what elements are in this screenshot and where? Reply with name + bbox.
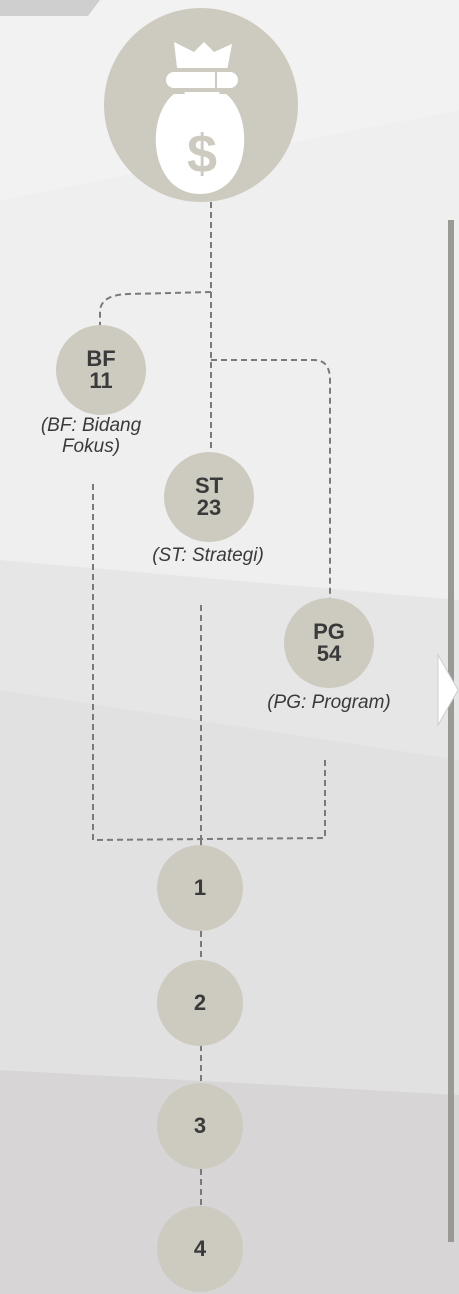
node-st-code: ST <box>194 473 224 498</box>
node-bf <box>56 325 146 415</box>
caption-bf: (BF: Bidang Fokus) <box>40 415 142 457</box>
step-4: 4 <box>157 1206 243 1292</box>
node-st-count: 23 <box>196 495 222 520</box>
money-bag-icon <box>104 8 298 202</box>
step-2: 2 <box>157 960 243 1046</box>
money-bag-node <box>104 8 298 202</box>
step-3: 3 <box>157 1083 243 1169</box>
caption-pg: (PG: Program) <box>267 692 391 713</box>
right-divider <box>448 220 454 1242</box>
node-bf-code: BF <box>86 346 116 371</box>
chevron-right-icon <box>438 655 458 725</box>
node-st <box>164 452 254 542</box>
node-pg-code: PG <box>313 619 345 644</box>
node-pg-count: 54 <box>316 641 342 666</box>
caption-st: (ST: Strategi) <box>152 545 264 566</box>
step-1: 1 <box>157 845 243 931</box>
node-pg <box>284 598 374 688</box>
svg-text:$: $ <box>186 124 218 184</box>
node-bf-count: 11 <box>89 368 113 393</box>
